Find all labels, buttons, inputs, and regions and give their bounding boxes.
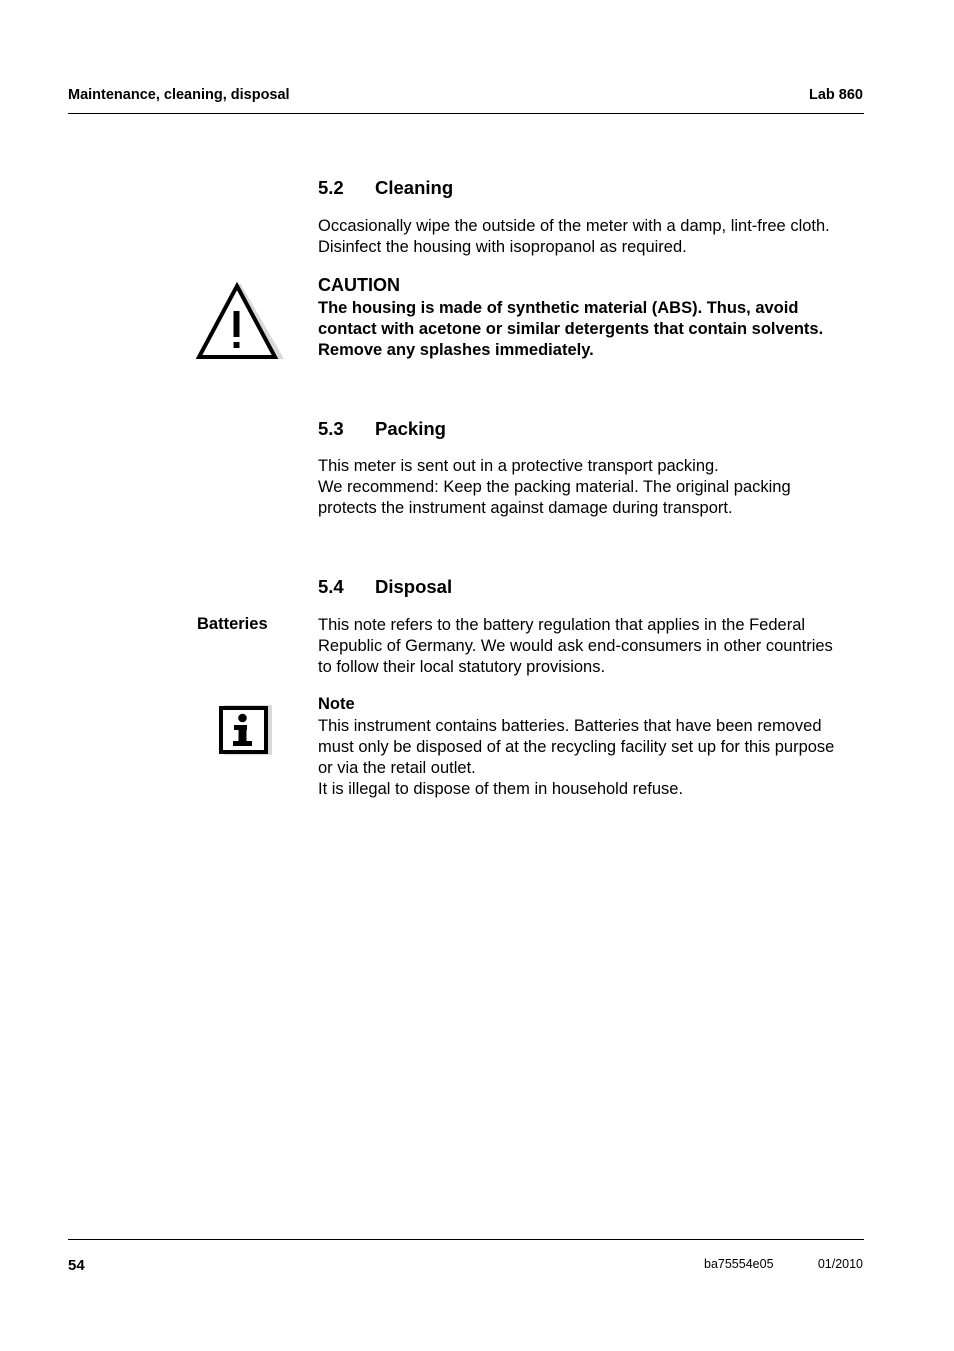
- paragraph-line: We recommend: Keep the packing material. The original packing: [318, 478, 791, 496]
- document-date: 01/2010: [817, 1257, 863, 1271]
- note-line: or via the retail outlet.: [318, 759, 476, 777]
- header-chapter: Maintenance, cleaning, disposal: [68, 87, 290, 103]
- paragraph-line: Occasionally wipe the outside of the meter with a damp, lint-free cloth.: [318, 217, 830, 235]
- document-id: ba75554e05: [704, 1257, 774, 1271]
- section-number-packing: 5.3: [318, 418, 344, 439]
- caution-text: [318, 298, 878, 361]
- section-title-cleaning: Cleaning: [375, 177, 454, 198]
- paragraph-line: This meter is sent out in a protective transport packing.: [318, 457, 719, 475]
- cleaning-paragraph: [318, 216, 878, 258]
- batteries-side-label: Batteries: [197, 615, 268, 633]
- disposal-paragraph: [318, 615, 878, 678]
- section-title-packing: Packing: [375, 418, 446, 439]
- note-text: [318, 716, 878, 800]
- header-product: Lab 860: [809, 87, 863, 103]
- section-number-cleaning: 5.2: [318, 177, 344, 198]
- note-line: It is illegal to dispose of them in household refuse.: [318, 780, 684, 798]
- paragraph-line: Disinfect the housing with isopropanol as required.: [318, 238, 687, 256]
- caution-line: The housing is made of synthetic material (ABS). Thus, avoid: [318, 299, 799, 317]
- section-number-disposal: 5.4: [318, 576, 344, 597]
- packing-paragraph: [318, 456, 878, 519]
- caution-title: CAUTION: [318, 275, 400, 295]
- paragraph-line: to follow their local statutory provisions.: [318, 658, 606, 676]
- caution-line: contact with acetone or similar detergents that contain solvents.: [318, 320, 824, 338]
- footer-divider: [68, 1239, 864, 1240]
- paragraph-line: Republic of Germany. We would ask end-consumers in other countries: [318, 637, 833, 655]
- note-line: must only be disposed of at the recycling facility set up for this purpose: [318, 738, 835, 756]
- info-icon: [218, 701, 274, 757]
- header-divider: [68, 113, 864, 114]
- note-line: This instrument contains batteries. Batteries that have been removed: [318, 717, 822, 735]
- caution-line: Remove any splashes immediately.: [318, 341, 594, 359]
- paragraph-line: This note refers to the battery regulation that applies in the Federal: [318, 616, 806, 634]
- note-title: Note: [318, 695, 355, 713]
- paragraph-line: protects the instrument against damage during transport.: [318, 499, 733, 517]
- section-title-disposal: Disposal: [375, 576, 453, 597]
- warning-triangle-icon: [196, 281, 286, 361]
- page-number: 54: [68, 1257, 85, 1274]
